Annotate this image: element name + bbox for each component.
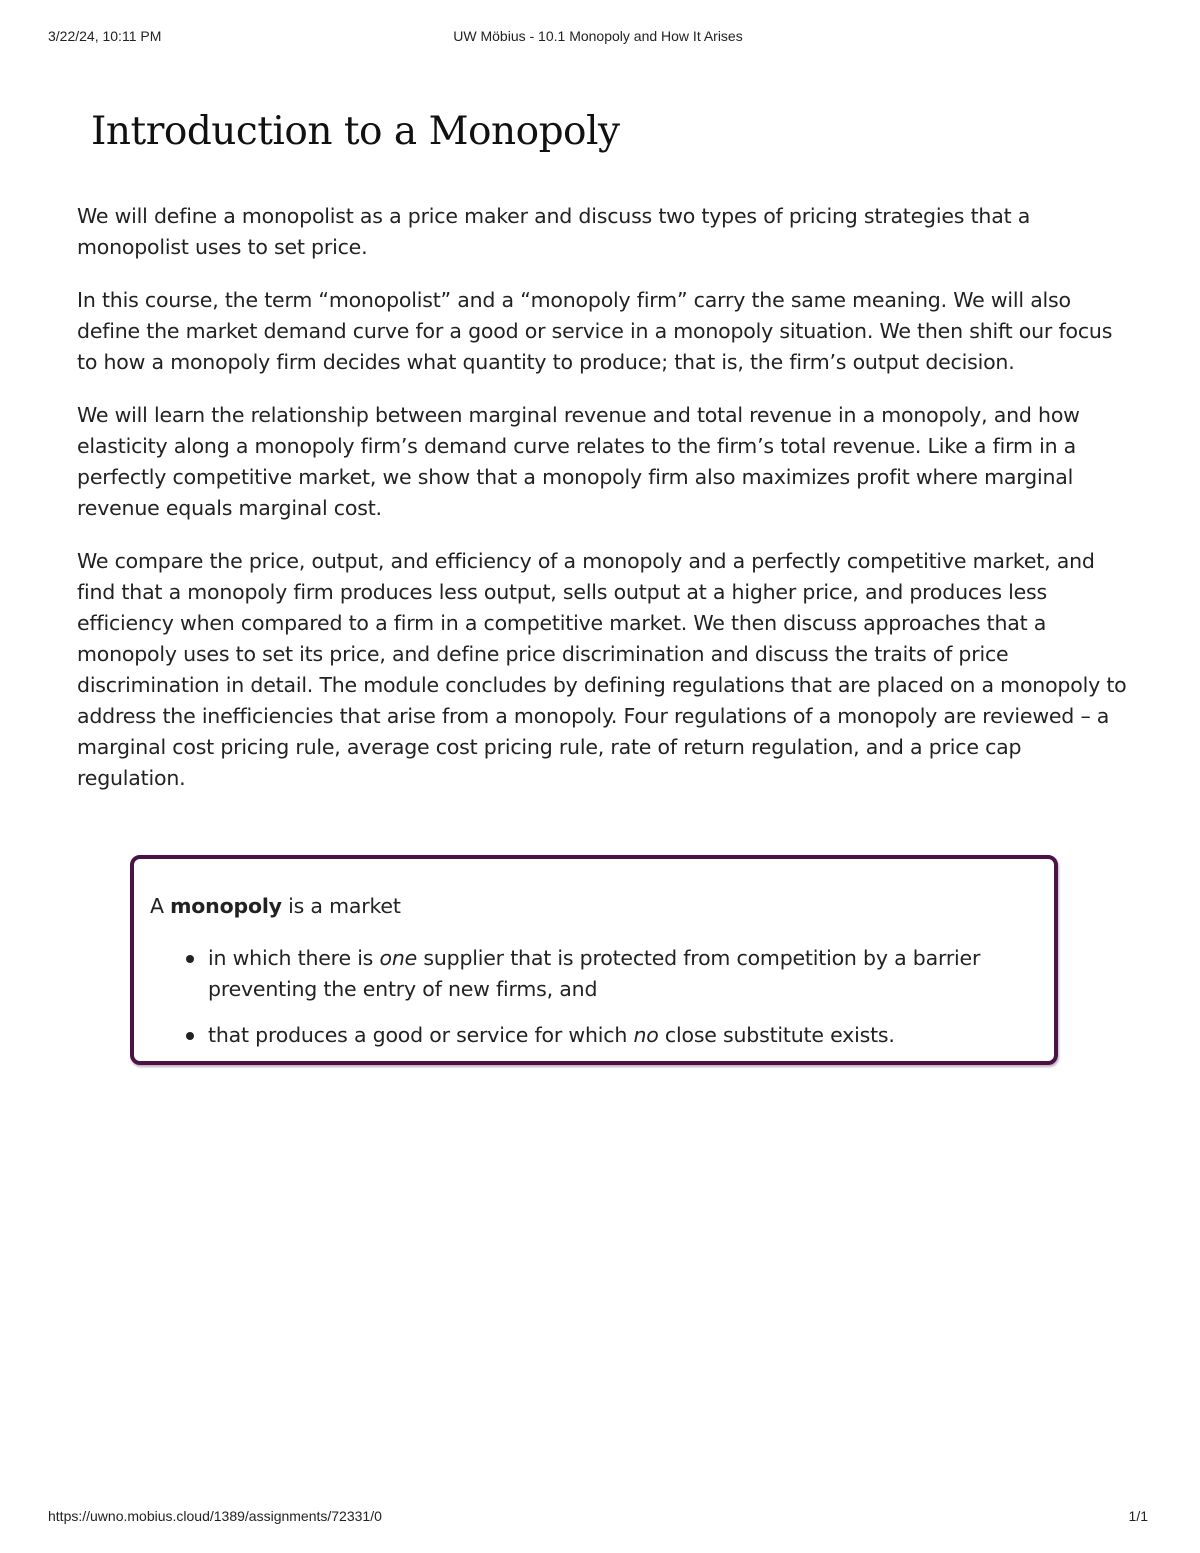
definition-intro-prefix: A [150, 894, 171, 918]
print-footer [48, 1508, 1148, 1528]
print-header [48, 28, 1148, 48]
print-url: https://uwno.mobius.cloud/1389/assignments/72331/0 [48, 1508, 382, 1524]
print-page-title: UW Möbius - 10.1 Monopoly and How It Arises [453, 28, 743, 44]
definition-intro [150, 891, 401, 922]
print-date: 3/22/24, 10:11 PM [48, 28, 162, 44]
intro-paragraph-3: We will learn the relationship between marginal revenue and total revenue in a monopoly, and how elasticity along a monopoly firm’s demand curve relates to the firm’s total revenue. Like a firm in a perfectly competitive market, we show that a monopoly firm also maximizes profit where marginal revenue equals marginal cost. [77, 403, 1080, 520]
definition-box [130, 855, 1058, 1065]
definition-list [150, 943, 1010, 1051]
definition-item-1-emphasis: one [379, 946, 418, 970]
definition-item-2-before: that produces a good or service for which [208, 1023, 634, 1047]
intro-paragraph-1: We will define a monopolist as a price maker and discuss two types of pricing strategies that a monopolist uses to set price. [77, 204, 1031, 259]
bullet-icon [186, 1032, 194, 1040]
definition-item-1-after: supplier that is protected from competition by a barrier preventing the entry of new firms, and [208, 946, 981, 1001]
definition-item-one-supplier [150, 943, 1010, 1005]
definition-intro-suffix: is a market [281, 894, 401, 918]
definition-item-1-before: in which there is [208, 946, 380, 970]
intro-paragraph-4: We compare the price, output, and efficiency of a monopoly and a perfectly competitive market, and find that a monopoly firm produces less output, sells output at a higher price, and produces less efficiency when compared to a firm in a competitive market. We then discuss approaches that a monopoly uses to set its price, and define price discrimination and discuss the traits of price discrimination in detail. The module concludes by defining regulations that are placed on a monopoly to address the inefficiencies that arise from a monopoly. Four regulations of a monopoly are reviewed – a marginal cost pricing rule, average cost pricing rule, rate of return regulation, and a price cap regulation. [77, 549, 1127, 790]
definition-item-2-emphasis: no [633, 1023, 659, 1047]
intro-paragraph-2: In this course, the term “monopolist” and a “monopoly firm” carry the same meaning. We will also define the market demand curve for a good or service in a monopoly situation. We then shift our focus to how a monopoly firm decides what quantity to produce; that is, the firm’s output decision. [77, 288, 1113, 374]
page-title: Introduction to a Monopoly [91, 109, 620, 154]
main-content [77, 104, 1127, 794]
definition-term: monopoly [170, 894, 282, 918]
definition-item-2-after: close substitute exists. [658, 1023, 895, 1047]
print-page-number: 1/1 [1128, 1508, 1148, 1524]
bullet-icon [186, 955, 194, 963]
definition-item-no-substitute [150, 1020, 1010, 1051]
